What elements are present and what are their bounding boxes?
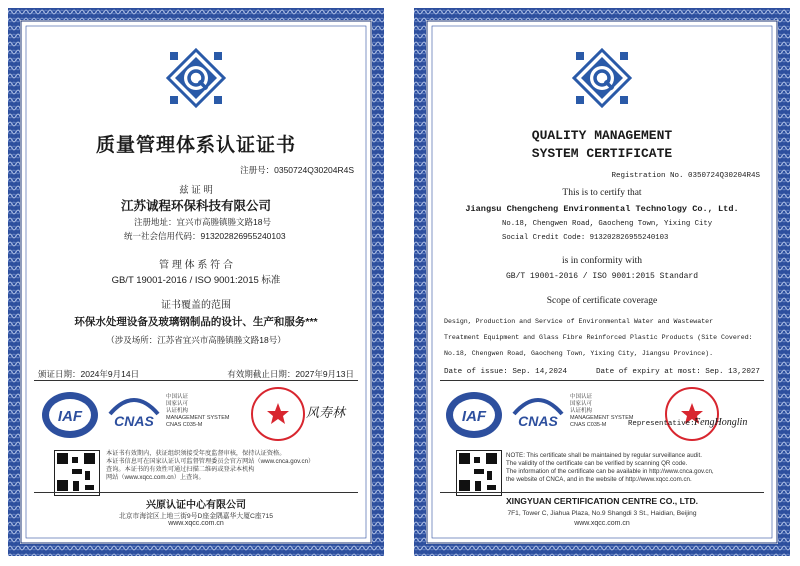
date-divider bbox=[440, 380, 764, 381]
iaf-badge-icon bbox=[40, 390, 100, 440]
credit-code: 统一社会信用代码：913202826955240103 bbox=[124, 231, 286, 241]
representative-label: Representative: bbox=[628, 420, 695, 428]
company-seal-icon bbox=[250, 386, 306, 442]
certificate-english bbox=[414, 8, 790, 556]
footer-divider bbox=[440, 492, 764, 493]
expiry-date: 有效期截止日期：2027年9月13日 bbox=[227, 369, 354, 379]
registration-number: Registration No. 0350724Q30204R4S bbox=[611, 172, 760, 180]
org-name: 兴原认证中心有限公司 bbox=[146, 500, 246, 511]
cnas-badge-icon bbox=[510, 394, 566, 436]
conformity-heading: is in conformity with bbox=[562, 256, 642, 266]
signature: FengHonglin bbox=[694, 417, 748, 428]
company-name: 江苏诚程环保科技有限公司 bbox=[120, 199, 271, 213]
iaf-label: IAF bbox=[57, 408, 83, 425]
scope-heading: 证书覆盖的范围 bbox=[161, 300, 231, 311]
signature: 风寿林 bbox=[306, 405, 346, 420]
certify-heading: 兹 证 明 bbox=[179, 185, 213, 196]
conformity-heading: 管 理 体 系 符 合 bbox=[159, 260, 233, 271]
certification-logo-icon bbox=[166, 48, 226, 108]
scope-line-1: Design, Production and Service of Environmental Water and Wastewater bbox=[444, 318, 714, 325]
certificate-content bbox=[440, 34, 764, 530]
company-address: No.18, Chengwen Road, Gaocheng Town, Yixing City bbox=[502, 220, 713, 228]
standard: GB/T 19001-2016 / ISO 9001:2015 Standard bbox=[505, 272, 699, 281]
org-address: 北京市海淀区上地三街9号D座金隅嘉华大厦C座715 bbox=[118, 513, 274, 520]
expiry-date: Date of expiry at most: Sep. 13,2027 bbox=[595, 368, 760, 376]
iaf-label: IAF bbox=[461, 408, 487, 425]
issue-date: Date of issue: Sep. 14,2024 bbox=[444, 368, 568, 376]
scope-line-2: Treatment Equipment and Glass Fibre Reinforced Plastic Products (Site Covered: bbox=[444, 334, 753, 341]
registered-address: 注册地址：宜兴市高塍镇塍文路18号 bbox=[134, 217, 271, 227]
org-website: www.xqcc.com.cn bbox=[574, 520, 630, 527]
org-name: XINGYUAN CERTIFICATION CENTRE CO., LTD. bbox=[505, 496, 699, 506]
certificate-title-line2: SYSTEM CERTIFICATE bbox=[531, 146, 673, 161]
issue-date: 颁证日期：2024年9月14日 bbox=[38, 369, 140, 379]
org-address: 7F1, Tower C, Jiahua Plaza, No.9 Shangdi 3 St., Haidian, Beijing bbox=[507, 510, 697, 517]
scope-heading: Scope of certificate coverage bbox=[546, 296, 658, 306]
qr-code-icon bbox=[456, 450, 502, 496]
date-divider bbox=[34, 380, 358, 381]
notice-text: NOTE: This certificate shall be maintained by regular surveillance audit. The validity of the certificate can be verified by scanning QR code. The information of the certificate can be available in http://www.cnca.gov.cn, the website of CNCA, and in the website of http://www.xqcc.com.cn. bbox=[506, 452, 714, 483]
standard: GB/T 19001-2016 / ISO 9001:2015 标准 bbox=[111, 275, 281, 286]
company-seal-icon bbox=[664, 386, 720, 442]
qr-code-icon bbox=[54, 450, 100, 496]
cnas-label: CNAS bbox=[114, 413, 154, 429]
certificate-content bbox=[34, 34, 358, 530]
cnas-accreditation-text: 中国认证 国家认可 认证机构 MANAGEMENT SYSTEM CNAS C035-M bbox=[570, 394, 634, 428]
notice-text: 本证书有效期内，获证组织须接受年度监督审核，保持认证资格。 本证书信息可在国家认证认可监督管理委员会官方网站（www.cnca.gov.cn） 查询。本证书的有效性可通过扫描二维码或登录本机构 网站（www.xqcc.com.cn）上查询。 bbox=[106, 450, 315, 481]
certify-heading: This is to certify that bbox=[562, 188, 642, 198]
org-website: www.xqcc.com.cn bbox=[168, 520, 224, 527]
certification-logo-icon bbox=[572, 48, 632, 108]
cnas-accreditation-text: 中国认证 国家认可 认证机构 MANAGEMENT SYSTEM CNAS C035-M bbox=[166, 394, 230, 428]
registration-number: 注册号：0350724Q30204R4S bbox=[240, 165, 354, 175]
certificate-title: 质量管理体系认证证书 bbox=[95, 135, 296, 156]
credit-code: Social Credit Code: 913202826955240103 bbox=[502, 234, 669, 242]
company-name: Jiangsu Chengcheng Environmental Technology Co., Ltd. bbox=[465, 204, 739, 214]
certificate-title-line1: QUALITY MANAGEMENT bbox=[531, 128, 673, 143]
site-covered: （涉及场所：江苏省宜兴市高塍镇塍文路18号） bbox=[106, 335, 286, 345]
scope-text: 环保水处理设备及玻璃钢制品的设计、生产和服务*** bbox=[74, 316, 318, 328]
cnas-badge-icon bbox=[106, 394, 162, 436]
iaf-badge-icon bbox=[444, 390, 504, 440]
footer-divider bbox=[34, 492, 358, 493]
cnas-label: CNAS bbox=[518, 413, 558, 429]
certificate-chinese bbox=[8, 8, 384, 556]
scope-line-3: No.18, Chengwen Road, Gaocheng Town, Yixing City, Jiangsu Province). bbox=[444, 350, 714, 357]
